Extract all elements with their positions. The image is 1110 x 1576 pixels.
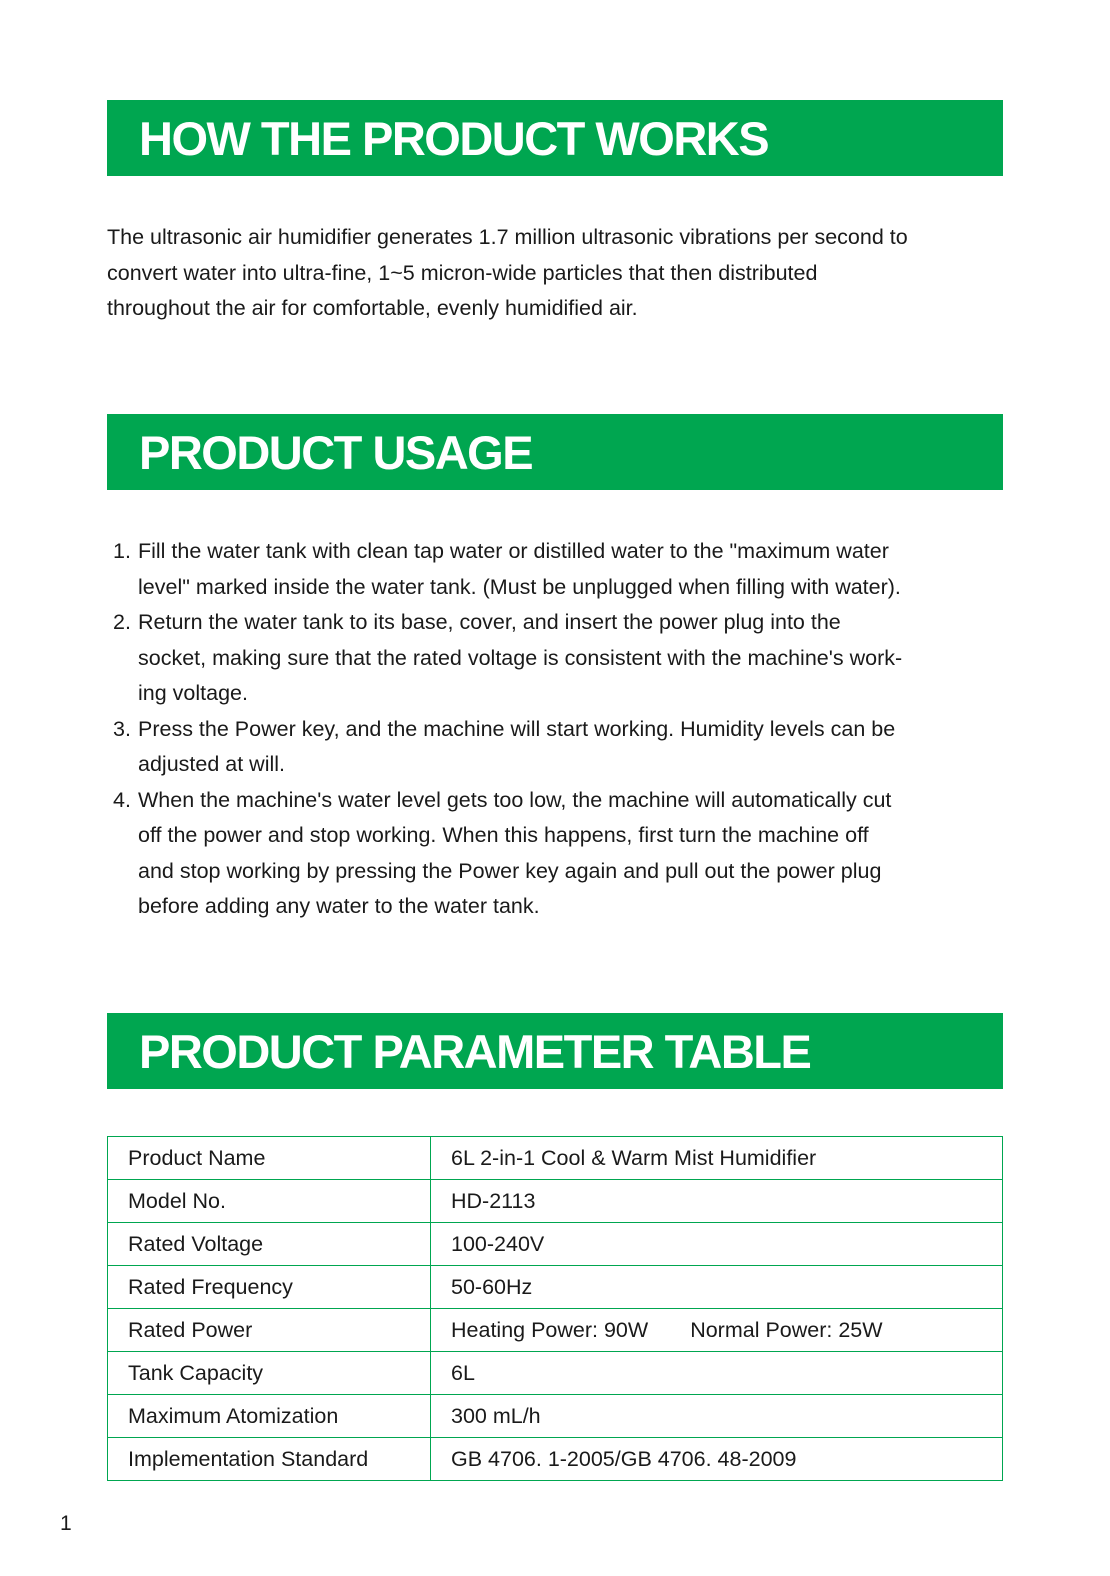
param-value bbox=[431, 1309, 1003, 1352]
step-number: 1. bbox=[113, 539, 131, 563]
param-label: Tank Capacity bbox=[108, 1352, 431, 1395]
table-row bbox=[108, 1266, 1003, 1309]
table-row bbox=[108, 1309, 1003, 1352]
step-line: off the power and stop working. When this happens, first turn the machine off bbox=[138, 823, 869, 847]
step-number: 2. bbox=[113, 610, 131, 634]
param-label: Model No. bbox=[108, 1180, 431, 1223]
paragraph-line: convert water into ultra-fine, 1~5 micron-wide particles that then distributed bbox=[107, 260, 818, 285]
how-it-works-paragraph bbox=[107, 220, 1007, 327]
param-value: 300 mL/h bbox=[431, 1395, 1003, 1438]
table-row bbox=[108, 1352, 1003, 1395]
section-banner-usage bbox=[107, 414, 1003, 490]
param-value: HD-2113 bbox=[431, 1180, 1003, 1223]
param-value: 100-240V bbox=[431, 1223, 1003, 1266]
section-title-parameters: PRODUCT PARAMETER TABLE bbox=[139, 1024, 811, 1078]
page-number: 1 bbox=[60, 1512, 72, 1535]
section-banner-parameters bbox=[107, 1013, 1003, 1089]
param-value: 6L bbox=[431, 1352, 1003, 1395]
usage-step bbox=[107, 712, 1007, 783]
step-line: Press the Power key, and the machine will start working. Humidity levels can be bbox=[138, 716, 896, 741]
parameter-table bbox=[107, 1136, 1003, 1481]
step-number: 3. bbox=[113, 716, 131, 741]
table-row bbox=[108, 1438, 1003, 1481]
step-line: adjusted at will. bbox=[138, 752, 285, 776]
param-label: Rated Voltage bbox=[108, 1223, 431, 1266]
table-row bbox=[108, 1223, 1003, 1266]
heating-power-value: Heating Power: 90W bbox=[451, 1317, 649, 1342]
param-value: 50-60Hz bbox=[431, 1266, 1003, 1309]
usage-step bbox=[107, 534, 1007, 605]
usage-step bbox=[107, 605, 1007, 712]
step-line: socket, making sure that the rated voltage is consistent with the machine's work- bbox=[138, 645, 903, 670]
param-value: 6L 2-in-1 Cool & Warm Mist Humidifier bbox=[431, 1137, 1003, 1180]
section-title-usage: PRODUCT USAGE bbox=[139, 425, 533, 479]
step-line: ing voltage. bbox=[138, 681, 248, 705]
paragraph-line: throughout the air for comfortable, evenly humidified air. bbox=[107, 296, 638, 320]
section-title-how-it-works: HOW THE PRODUCT WORKS bbox=[139, 111, 769, 165]
param-label: Rated Power bbox=[108, 1309, 431, 1352]
usage-step bbox=[107, 783, 1007, 925]
step-line: level" marked inside the water tank. (Must be unplugged when filling with water). bbox=[138, 574, 901, 599]
step-line: Return the water tank to its base, cover, and insert the power plug into the bbox=[138, 610, 841, 634]
param-label: Rated Frequency bbox=[108, 1266, 431, 1309]
paragraph-line: The ultrasonic air humidifier generates 1.7 million ultrasonic vibrations per second to bbox=[107, 225, 908, 249]
param-value: GB 4706. 1-2005/GB 4706. 48-2009 bbox=[431, 1438, 1003, 1481]
step-line: Fill the water tank with clean tap water or distilled water to the "maximum water bbox=[138, 539, 889, 563]
usage-steps-list bbox=[107, 534, 1007, 925]
param-label: Product Name bbox=[108, 1137, 431, 1180]
step-line: When the machine's water level gets too low, the machine will automatically cut bbox=[138, 787, 892, 812]
param-label: Implementation Standard bbox=[108, 1438, 431, 1481]
step-line: before adding any water to the water tank. bbox=[138, 894, 540, 918]
table-row bbox=[108, 1180, 1003, 1223]
param-label: Maximum Atomization bbox=[108, 1395, 431, 1438]
table-row bbox=[108, 1137, 1003, 1180]
table-row bbox=[108, 1395, 1003, 1438]
step-number: 4. bbox=[113, 787, 131, 812]
section-banner-how-it-works bbox=[107, 100, 1003, 176]
normal-power-value: Normal Power: 25W bbox=[690, 1317, 883, 1342]
step-line: and stop working by pressing the Power key again and pull out the power plug bbox=[138, 858, 882, 883]
